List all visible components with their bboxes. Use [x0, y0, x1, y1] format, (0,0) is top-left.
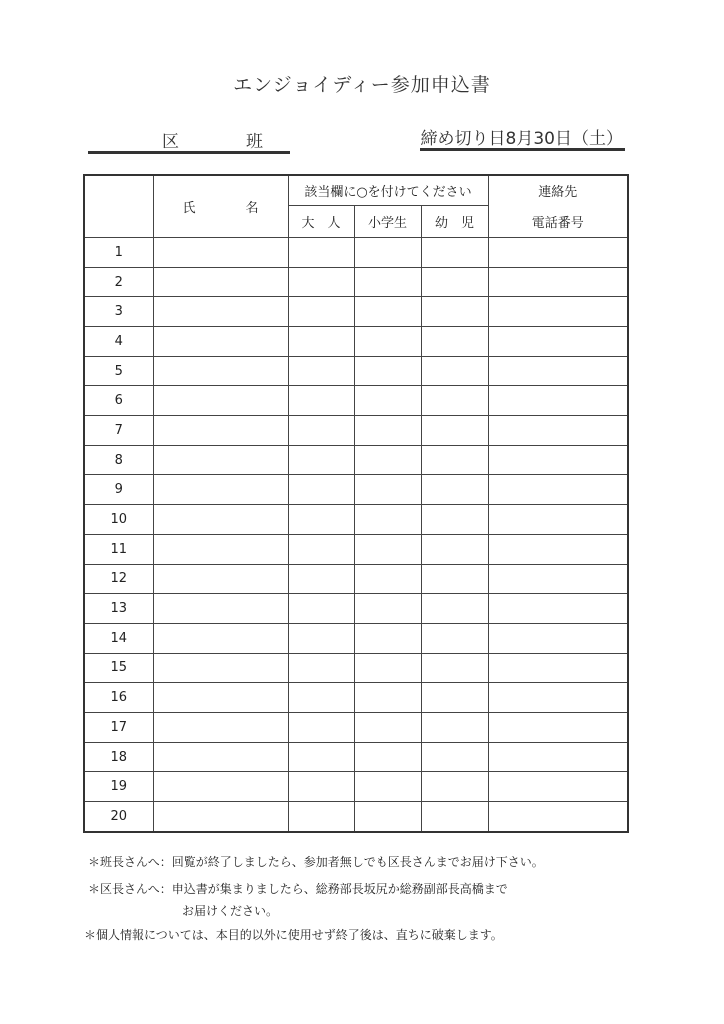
- row-number: 4: [84, 327, 153, 357]
- row-number: 13: [84, 594, 153, 624]
- note-2: ＊区長さんへ：申込書が集まりましたら、総務部長坂尻か総務副部長高橋まで: [88, 882, 508, 896]
- ku-han-field: [88, 127, 290, 154]
- contact-cell: [488, 653, 628, 683]
- contact-cell: [488, 564, 628, 594]
- elementary-cell: [354, 653, 421, 683]
- name-cell: [153, 237, 288, 267]
- name-header: [153, 175, 288, 237]
- table-row: [84, 594, 628, 624]
- row-number: 15: [84, 653, 153, 683]
- contact-cell: [488, 327, 628, 357]
- contact-cell: [488, 445, 628, 475]
- table-row: [84, 742, 628, 772]
- elementary-cell: [354, 445, 421, 475]
- name-cell: [153, 297, 288, 327]
- adult-cell: [288, 505, 354, 535]
- contact-cell: [488, 683, 628, 713]
- name-cell: [153, 802, 288, 832]
- name-cell: [153, 623, 288, 653]
- adult-header: 大 人: [288, 206, 354, 238]
- name-header-part2: 名: [245, 200, 259, 216]
- row-number: 1: [84, 237, 153, 267]
- name-cell: [153, 653, 288, 683]
- application-table: [83, 174, 629, 833]
- infant-cell: [421, 594, 488, 624]
- name-cell: [153, 356, 288, 386]
- table-row: [84, 445, 628, 475]
- name-cell: [153, 772, 288, 802]
- contact-cell: [488, 297, 628, 327]
- table-row: [84, 772, 628, 802]
- note-3: お届けください。: [182, 904, 279, 918]
- infant-header: 幼 児: [421, 206, 488, 238]
- adult-cell: [288, 683, 354, 713]
- elementary-cell: [354, 623, 421, 653]
- contact-cell: [488, 505, 628, 535]
- infant-cell: [421, 356, 488, 386]
- elementary-cell: [354, 297, 421, 327]
- adult-cell: [288, 534, 354, 564]
- infant-cell: [421, 534, 488, 564]
- table-row: [84, 416, 628, 446]
- contact-cell: [488, 742, 628, 772]
- name-cell: [153, 327, 288, 357]
- table-row: [84, 802, 628, 832]
- elementary-cell: [354, 564, 421, 594]
- name-cell: [153, 742, 288, 772]
- ku-label: 区: [162, 132, 179, 152]
- adult-cell: [288, 653, 354, 683]
- elementary-header: 小学生: [354, 206, 421, 238]
- adult-cell: [288, 742, 354, 772]
- name-cell: [153, 416, 288, 446]
- contact-header-1: 連絡先: [488, 175, 628, 206]
- name-cell: [153, 445, 288, 475]
- infant-cell: [421, 237, 488, 267]
- contact-cell: [488, 386, 628, 416]
- table-row: [84, 505, 628, 535]
- elementary-cell: [354, 772, 421, 802]
- row-number: 20: [84, 802, 153, 832]
- adult-cell: [288, 623, 354, 653]
- row-number: 3: [84, 297, 153, 327]
- infant-cell: [421, 267, 488, 297]
- row-number: 10: [84, 505, 153, 535]
- name-cell: [153, 534, 288, 564]
- row-number: 16: [84, 683, 153, 713]
- name-cell: [153, 505, 288, 535]
- row-number: 6: [84, 386, 153, 416]
- infant-cell: [421, 683, 488, 713]
- adult-cell: [288, 356, 354, 386]
- row-number: 7: [84, 416, 153, 446]
- number-header-cell: [84, 175, 153, 237]
- adult-cell: [288, 772, 354, 802]
- row-number: 18: [84, 742, 153, 772]
- contact-cell: [488, 772, 628, 802]
- row-number: 19: [84, 772, 153, 802]
- elementary-cell: [354, 356, 421, 386]
- row-number: 11: [84, 534, 153, 564]
- row-number: 17: [84, 712, 153, 742]
- infant-cell: [421, 564, 488, 594]
- table-row: [84, 564, 628, 594]
- infant-cell: [421, 742, 488, 772]
- adult-cell: [288, 712, 354, 742]
- name-cell: [153, 594, 288, 624]
- infant-cell: [421, 712, 488, 742]
- elementary-cell: [354, 386, 421, 416]
- row-number: 5: [84, 356, 153, 386]
- elementary-cell: [354, 475, 421, 505]
- infant-cell: [421, 623, 488, 653]
- adult-cell: [288, 802, 354, 832]
- group-header: 該当欄に○を付けてください: [288, 175, 488, 206]
- adult-cell: [288, 475, 354, 505]
- contact-cell: [488, 594, 628, 624]
- infant-cell: [421, 327, 488, 357]
- elementary-cell: [354, 416, 421, 446]
- adult-cell: [288, 594, 354, 624]
- adult-cell: [288, 416, 354, 446]
- deadline-label: 締め切り日8月30日（土）: [420, 124, 625, 151]
- table-row: [84, 653, 628, 683]
- contact-cell: [488, 356, 628, 386]
- elementary-cell: [354, 534, 421, 564]
- table-row: [84, 475, 628, 505]
- contact-cell: [488, 712, 628, 742]
- elementary-cell: [354, 594, 421, 624]
- infant-cell: [421, 772, 488, 802]
- table-row: [84, 386, 628, 416]
- table-row: [84, 534, 628, 564]
- contact-cell: [488, 475, 628, 505]
- contact-cell: [488, 802, 628, 832]
- table-row: [84, 623, 628, 653]
- name-cell: [153, 564, 288, 594]
- han-label: 班: [246, 132, 263, 152]
- row-number: 9: [84, 475, 153, 505]
- elementary-cell: [354, 742, 421, 772]
- adult-cell: [288, 445, 354, 475]
- note-4: ＊個人情報については、本目的以外に使用せず終了後は、直ちに破棄します。: [84, 928, 503, 942]
- adult-cell: [288, 564, 354, 594]
- table-row: [84, 297, 628, 327]
- elementary-cell: [354, 683, 421, 713]
- name-header-part1: 氏: [182, 200, 196, 216]
- contact-cell: [488, 237, 628, 267]
- row-number: 2: [84, 267, 153, 297]
- adult-cell: [288, 327, 354, 357]
- form-title: エンジョイディー参加申込書: [233, 74, 491, 96]
- elementary-cell: [354, 327, 421, 357]
- infant-cell: [421, 416, 488, 446]
- table-row: [84, 683, 628, 713]
- contact-cell: [488, 623, 628, 653]
- note-1: ＊班長さんへ：回覧が終了しましたら、参加者無しでも区長さんまでお届け下さい。: [88, 855, 544, 869]
- elementary-cell: [354, 267, 421, 297]
- elementary-cell: [354, 802, 421, 832]
- infant-cell: [421, 653, 488, 683]
- row-number: 12: [84, 564, 153, 594]
- name-cell: [153, 712, 288, 742]
- infant-cell: [421, 475, 488, 505]
- infant-cell: [421, 297, 488, 327]
- contact-cell: [488, 267, 628, 297]
- infant-cell: [421, 505, 488, 535]
- row-number: 8: [84, 445, 153, 475]
- adult-cell: [288, 237, 354, 267]
- table-row: [84, 237, 628, 267]
- elementary-cell: [354, 237, 421, 267]
- infant-cell: [421, 802, 488, 832]
- table-row: [84, 267, 628, 297]
- contact-cell: [488, 534, 628, 564]
- table-row: [84, 712, 628, 742]
- infant-cell: [421, 445, 488, 475]
- table-row: [84, 356, 628, 386]
- name-cell: [153, 267, 288, 297]
- infant-cell: [421, 386, 488, 416]
- elementary-cell: [354, 505, 421, 535]
- contact-header-2: 電話番号: [488, 206, 628, 238]
- elementary-cell: [354, 712, 421, 742]
- table-row: [84, 327, 628, 357]
- name-cell: [153, 386, 288, 416]
- row-number: 14: [84, 623, 153, 653]
- adult-cell: [288, 297, 354, 327]
- name-cell: [153, 683, 288, 713]
- adult-cell: [288, 267, 354, 297]
- adult-cell: [288, 386, 354, 416]
- name-cell: [153, 475, 288, 505]
- contact-cell: [488, 416, 628, 446]
